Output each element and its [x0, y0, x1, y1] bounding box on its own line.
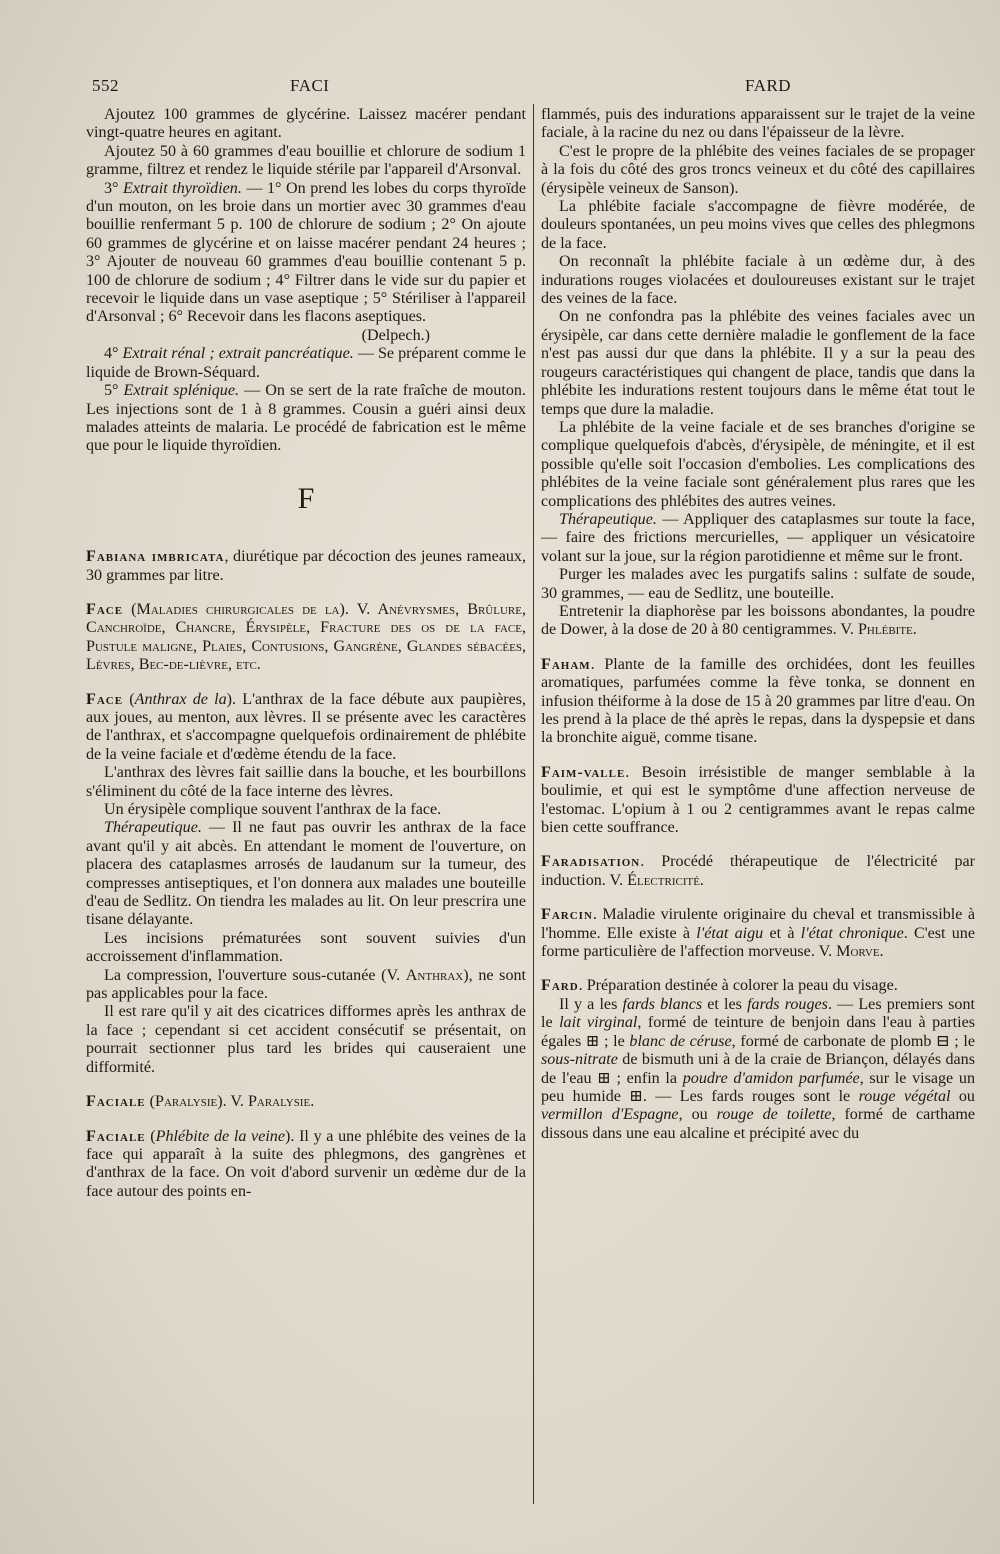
paragraph: Ajoutez 50 à 60 grammes d'eau bouillie et chlorure de sodium 1 gramme, filtrez et rendez le liquide stérile par l'appareil d'Arsonval.: [86, 142, 526, 179]
paragraph: flammés, puis des indurations apparaissent sur le trajet de la veine faciale, à la racine du nez ou dans l'épaisseur de la lèvre.: [541, 106, 975, 142]
paragraph: Les incisions prématurées sont souvent suivies d'un accroissement d'inflammation.: [86, 929, 526, 966]
paragraph: On reconnaît la phlébite faciale à un œdème dur, à des indurations rouges violacées et douloureuses existant sur le trajet des veines de la face.: [541, 253, 975, 308]
paragraph: L'anthrax des lèvres fait saillie dans la bouche, et les bourbillons s'éliminent du côté de la face interne des lèvres.: [86, 764, 526, 800]
cross-reference: Électricité: [627, 871, 700, 889]
entry-fard: Fard. Préparation destinée à colorer la peau du visage.: [541, 977, 898, 995]
entry-face-anthrax: Face (Anthrax de la). L'anthrax de la face débute aux paupières, aux joues, au menton, aux lèvres. Il se présente avec les caractères de l'anthrax, et s'accompagne quelquefois ordinairement de phlébite de la veine faciale et d'œdème étendu de la face.: [86, 690, 527, 763]
entry-headword: Face: [86, 690, 124, 708]
paragraph: 5° Extrait splénique. — On se sert de la rate fraîche de mouton. Les injections sont de 1 à 8 grammes. Cousin a guéri ainsi deux malades atteints de malaria. Le procédé de fabrication est le même que pour le liquide thyroïdien.: [86, 382, 526, 455]
paragraph: Thérapeutique. — Il ne faut pas ouvrir les anthrax de la face avant qu'il y ait abcès. En attendant le moment de l'ouverture, on placera des cataplasmes arrosés de laudanum sur la tumeur, des compresses antiseptiques, et l'on donnera aux malades une bouteille d'eau de Sedlitz. On tiendra les malades au lit. On leur prescrira une tisane délayante.: [86, 819, 526, 929]
entry-faham: Faham. Plante de la famille des orchidées, dont les feuilles aromatiques, parfumées comme la fève tonka, se donnent en infusion théiforme à la dose de 15 à 20 grammes par litre d'eau. On les prend à la place de thé après le repas, dans la dyspepsie et dans la bronchite aiguë, comme tisane.: [541, 655, 975, 747]
subheading: Thérapeutique.: [104, 819, 202, 837]
entry-faim-valle: Faim-valle. Besoin irrésistible de manger semblable à la boulimie, et qui est le symptôme d'une affection nerveuse de l'estomac. L'opium à 1 ou 2 centigrammes avant le repas calme bien cette souffrance.: [541, 763, 975, 837]
entry-headword: Faciale: [86, 1127, 146, 1145]
running-title-left: FACI: [290, 76, 330, 95]
entry-faciale: Faciale (Paralysie). V. Paralysie.: [86, 1093, 315, 1111]
paragraph: La compression, l'ouverture sous-cutanée (V. Anthrax), ne sont pas applicables pour la face.: [86, 966, 527, 1003]
paragraph: Un érysipèle complique souvent l'anthrax de la face.: [104, 801, 442, 818]
entry-headword: Farcin: [541, 906, 593, 924]
entry-headword: Fard: [541, 977, 579, 995]
subheading: Extrait rénal ; extrait pancréatique.: [122, 345, 354, 363]
entry-faciale-phlebite: Faciale (Phlébite de la veine). Il y a une phlébite des veines de la face qui apparaît à la suite des phlegmons, des gangrènes et d'anthrax de la face. On voit d'abord survenir un œdème dur de la face autour des points en-: [86, 1127, 526, 1200]
paragraph: Thérapeutique. — Appliquer des cataplasmes sur toute la face, — faire des frictions mercurielles, — appliquer un vésicatoire volant sur la joue, sur la région parotidienne et même sur le front.: [541, 510, 975, 565]
entry-headword: Faradisation: [541, 853, 641, 871]
entry-headword: Face: [86, 600, 124, 618]
paragraph: Purger les malades avec les purgatifs salins : sulfate de soude, 30 grammes, — eau de Sedlitz, une bouteille.: [541, 566, 975, 602]
paragraph: Entretenir la diaphorèse par les boissons abondantes, la poudre de Dower, à la dose de 20 à 80 centigrammes. V. Phlébite.: [541, 602, 975, 639]
running-header: [0, 76, 1000, 106]
column-divider: [533, 104, 534, 1504]
left-column: [86, 106, 526, 1201]
paragraph: La phlébite de la veine faciale et de ses branches d'origine se complique quelquefois d'abcès, d'érysipèle, de méningite, et il est possible qu'elle soit l'occasion d'embolies. Les complications des phlébites de la veine faciale sont généralement plus rares que les complications des phlébites des autres veines.: [541, 418, 975, 510]
cross-reference: Anthrax: [405, 966, 464, 984]
paragraph: On ne confondra pas la phlébite des veines faciales avec un érysipèle, car dans cette dernière maladie le gonflement de la face n'est pas aussi dur que dans la phlébite. Il y a sur la peau des rougeurs caractéristiques qui changent de place, tandis que dans la phlébite les indurations restent toujours dans le même état tout le temps que dure la maladie.: [541, 308, 975, 418]
subheading: Thérapeutique.: [559, 510, 657, 528]
entry-headword: Faham: [541, 655, 591, 673]
signature: (Delpech.): [361, 326, 430, 344]
section-letter: F: [297, 481, 315, 515]
entry-face: Face (Maladies chirurgicales de la). V. Anévrysmes, Brûlure, Canchroïde, Chancre, Érysipèle, Fracture des os de la face, Pustule maligne, Plaies, Contusions, Gangrène, Glandes sébacées, Lèvres, Bec-de-lièvre, etc.: [86, 600, 526, 674]
entry-headword: Faciale: [86, 1093, 146, 1111]
paragraph: 3° Extrait thyroïdien. — 1° On prend les lobes du corps thyroïde d'un mouton, on les broie dans un mortier avec 30 grammes d'eau bouillie renfermant 5 p. 100 de chlorure de sodium ; 2° On ajoute 60 grammes de glycérine et on laisse macérer pendant 24 heures ; 3° Ajouter de nouveau 60 grammes d'eau bouillie contenant 5 p. 100 de chlorure de sodium ; 4° Filtrer dans le vide sur du papier et recevoir le liquide dans un vase aseptique ; 5° Stériliser à l'appareil d'Arsonval ; 6° Recevoir dans les flacons aseptiques.: [86, 179, 526, 326]
page-number: 552: [92, 76, 119, 95]
running-title-right: FARD: [745, 76, 792, 95]
right-column: [541, 106, 975, 1143]
entry-headword: Faim-valle: [541, 763, 626, 781]
entry-headword: Fabiana imbricata: [86, 548, 225, 566]
cross-reference: Morve: [836, 943, 880, 961]
paragraph: Ajoutez 100 grammes de glycérine. Laissez macérer pendant vingt-quatre heures en agitant.: [86, 106, 526, 142]
cross-reference: Phlébite: [857, 621, 913, 639]
entry-farcin: Farcin. Maladie virulente originaire du cheval et transmissible à l'homme. Elle existe à l'état aigu et à l'état chronique. C'est une forme particulière de l'affection morveuse. V. Morve.: [541, 906, 976, 961]
paragraph: La phlébite faciale s'accompagne de fièvre modérée, de douleurs spontanées, un peu moins vives que celles des phlegmons de la face.: [541, 198, 975, 252]
paragraph: Il y a les fards blancs et les fards rouges. — Les premiers sont le lait virginal, formé de teinture de benjoin dans l'eau à parties égales ⊞ ; le blanc de céruse, formé de carbonate de plomb ⊟ ; le sous-nitrate de bismuth uni à de la craie de Briançon, délayés dans de l'eau ⊞ ; enfin la poudre d'amidon parfumée, sur le visage un peu humide ⊞. — Les fards rouges sont le rouge végétal ou vermillon d'Espagne, ou rouge de toilette, formé de carthame dissous dans une eau alcaline et précipité avec du: [541, 995, 976, 1142]
entry-fabiana: Fabiana imbricata, diurétique par décoction des jeunes rameaux, 30 grammes par litre.: [86, 548, 527, 584]
paragraph: C'est le propre de la phlébite des veines faciales de se propager à la fois du côté des gros troncs veineux et du côté des capillaires (érysipèle veineux de Sanson).: [541, 142, 975, 197]
paragraph: 4° Extrait rénal ; extrait pancréatique. — Se préparent comme le liquide de Brown-Séquard.: [86, 345, 526, 381]
subheading: Extrait thyroïdien.: [123, 179, 242, 197]
entry-faradisation: Faradisation. Procédé thérapeutique de l'électricité par induction. V. Électricité.: [541, 853, 975, 889]
paragraph: Il est rare qu'il y ait des cicatrices difformes après les anthrax de la face ; cependant si cet accident consécutif se présentait, on pourrait sectionner plus tard les brides qui causeraient une difformité.: [86, 1003, 526, 1076]
subheading: Extrait splénique.: [123, 382, 240, 400]
